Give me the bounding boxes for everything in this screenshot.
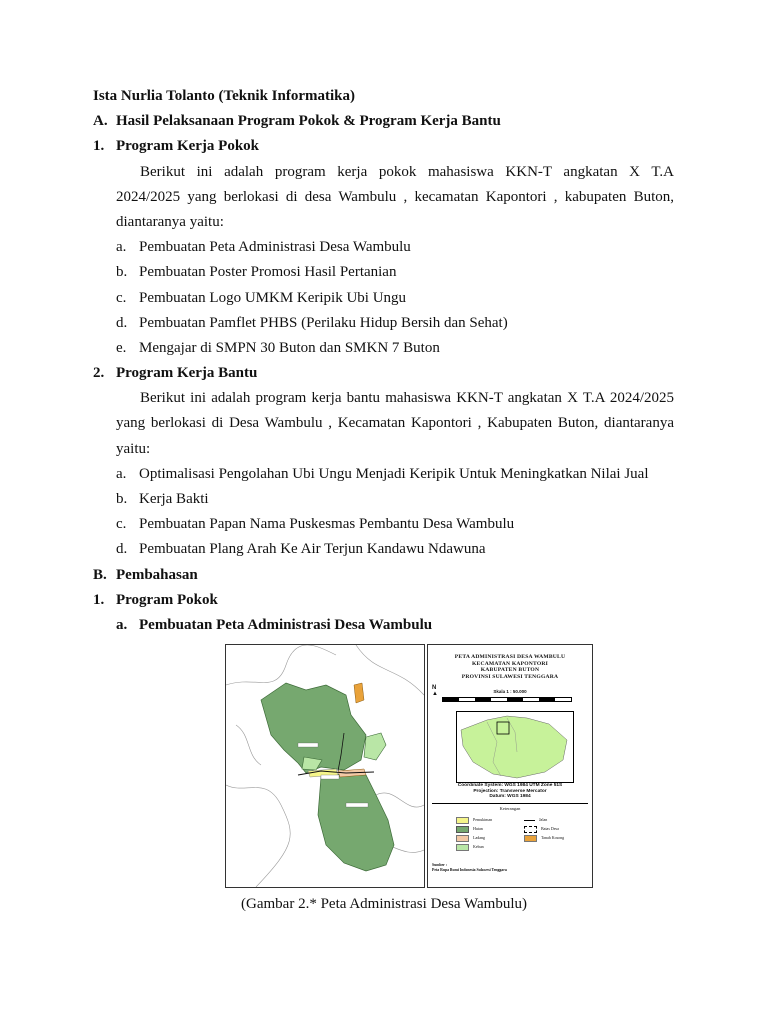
legend-item-garden [456,842,492,851]
list-item-text: Pembuatan Papan Nama Puskesmas Pembantu Desa Wambulu [139,516,515,533]
legend-label: Hutan [473,826,483,831]
vacant-area [354,683,364,703]
item1-heading [93,134,674,159]
list-item [93,311,674,336]
legend-item-field [456,833,492,842]
section-b-label: B. [93,566,107,583]
list-item [93,336,674,361]
list-item-label: d. [116,314,128,331]
list-item-text: Pembuatan Poster Promosi Hasil Pertanian [139,264,397,281]
legend-label: Pemukiman [473,817,493,822]
section-a-label: A. [93,113,108,130]
inset-map-svg [457,712,573,782]
inset-map [456,711,574,783]
legend-label: Batas Desa [541,826,559,831]
legend-left [456,815,492,851]
legend-item-vacant [524,833,564,842]
list-item-label: d. [116,541,128,558]
list-item-label: b. [116,491,128,507]
item1-para-line-2: 2024/2025 yang berlokasi di desa Wambulu , kecamatan Kapontori , kabupaten Buton, [116,188,674,205]
coord-line: Coordinate System: WGS 1984 UTM Zone 51S [457,783,563,788]
item2-para-line-1: Berikut ini adalah program kerja bantu mahasiswa KKN-T angkatan X T.A 2024/2025 [140,390,674,407]
legend-item-boundary [524,824,564,833]
legend-label: Ladang [473,835,485,840]
list-item [93,462,674,487]
map-title-line: KABUPATEN BUTON [480,667,540,673]
item-b1a-heading [93,613,674,638]
list-item-label: c. [116,516,127,533]
map-title-line: KECAMATAN KAPONTORI [471,660,549,667]
item1-para-line-1: Berikut ini adalah program kerja pokok mahasiswa KKN-T angkatan X T.A [140,163,674,180]
list-item-label: a. [116,465,127,482]
legend-label: Kebun [473,844,484,849]
map-source [432,863,507,873]
map-legend-panel [427,644,593,888]
item2-paragraph [93,386,674,462]
list-item-text: Pembuatan Plang Arah Ke Air Terjun Kandawu Ndawuna [139,541,486,558]
item-b1a-label: a. [116,616,128,633]
legend-item-settlement [456,815,492,824]
list-item-text: Kerja Bakti [139,491,209,507]
map-image [225,644,425,888]
section-a-heading [93,109,674,134]
item1-title: Program Kerja Pokok [116,138,260,155]
list-item-label: b. [116,264,128,281]
village-map-svg [226,645,424,887]
source-text: Peta Rupa Bumi Indonesia Sulawesi Tenggara [432,868,507,872]
map-title-line: PETA ADMINISTRASI DESA WAMBULU [454,654,566,660]
garden-area [364,733,386,760]
legend-label: Jalan [539,817,548,822]
legend-right [524,815,564,842]
map-title-line: PROVINSI SULAWESI TENGGARA [461,673,559,680]
item2-title: Program Kerja Bantu [116,365,258,382]
item1-label: 1. [93,138,105,155]
list-item [93,260,674,285]
list-item [93,537,674,562]
list-item-label: e. [116,339,127,356]
figure-caption: (Gambar 2.* Peta Administrasi Desa Wambulu) [241,896,527,912]
map-scale: Skala 1 : 50.000 [493,689,527,694]
item2-heading [93,361,674,386]
north-arrow-icon: N ▲ [432,685,438,697]
legend-item-forest [456,824,492,833]
item-b1-title: Program Pokok [116,591,218,608]
list-item-label: c. [116,289,127,306]
source-label: Sumber : [432,863,448,867]
coord-line: Datum: WGS 1984 [489,794,531,800]
list-item-text: Pembuatan Logo UMKM Keripik Ubi Ungu [139,289,407,306]
author-line: Ista Nurlia Tolanto (Teknik Informatika) [93,88,356,104]
item-b1-label: 1. [93,591,105,608]
legend-label: Tanah Kosong [541,835,565,840]
list-item-text: Mengajar di SMPN 30 Buton dan SMKN 7 Buton [139,339,440,356]
map-figure [225,644,593,887]
item2-label: 2. [93,365,105,382]
list-item-text: Pembuatan Peta Administrasi Desa Wambulu [139,239,411,256]
list-item [93,487,674,512]
legend-item-road [524,815,564,824]
list-item [93,512,674,537]
scale-bar [442,697,572,702]
item-b1-heading [93,588,674,613]
document-body [93,84,674,638]
item-b1a-title: Pembuatan Peta Administrasi Desa Wambulu [139,616,433,633]
section-b-title: Pembahasan [116,566,198,583]
coord-line: Projection: Transverse Mercator [473,788,547,794]
item2-para-line-3: yaitu: [116,440,151,457]
section-a-title: Hasil Pelaksanaan Program Pokok & Program Kerja Bantu [116,113,501,130]
list-item-text: Optimalisasi Pengolahan Ubi Ungu Menjadi Keripik Untuk Meningkatkan Nilai Jual [139,465,649,482]
item2-para-line-2: yang berlokasi di Desa Wambulu , Kecamatan Kapontori , Kabupaten Buton, diantaranya [116,415,674,432]
list-item-text: Pembuatan Pamflet PHBS (Perilaku Hidup Bersih dan Sehat) [139,314,508,331]
list-item [93,235,674,260]
section-b-heading [93,563,674,588]
item1-paragraph [93,160,674,236]
forest-area-south [318,773,394,871]
coordinate-info [428,783,592,800]
item1-para-line-3: diantaranya yaitu: [116,213,224,230]
map-title [428,654,592,680]
legend-title: Keterangan [499,806,521,811]
list-item-label: a. [116,239,127,256]
list-item [93,286,674,311]
